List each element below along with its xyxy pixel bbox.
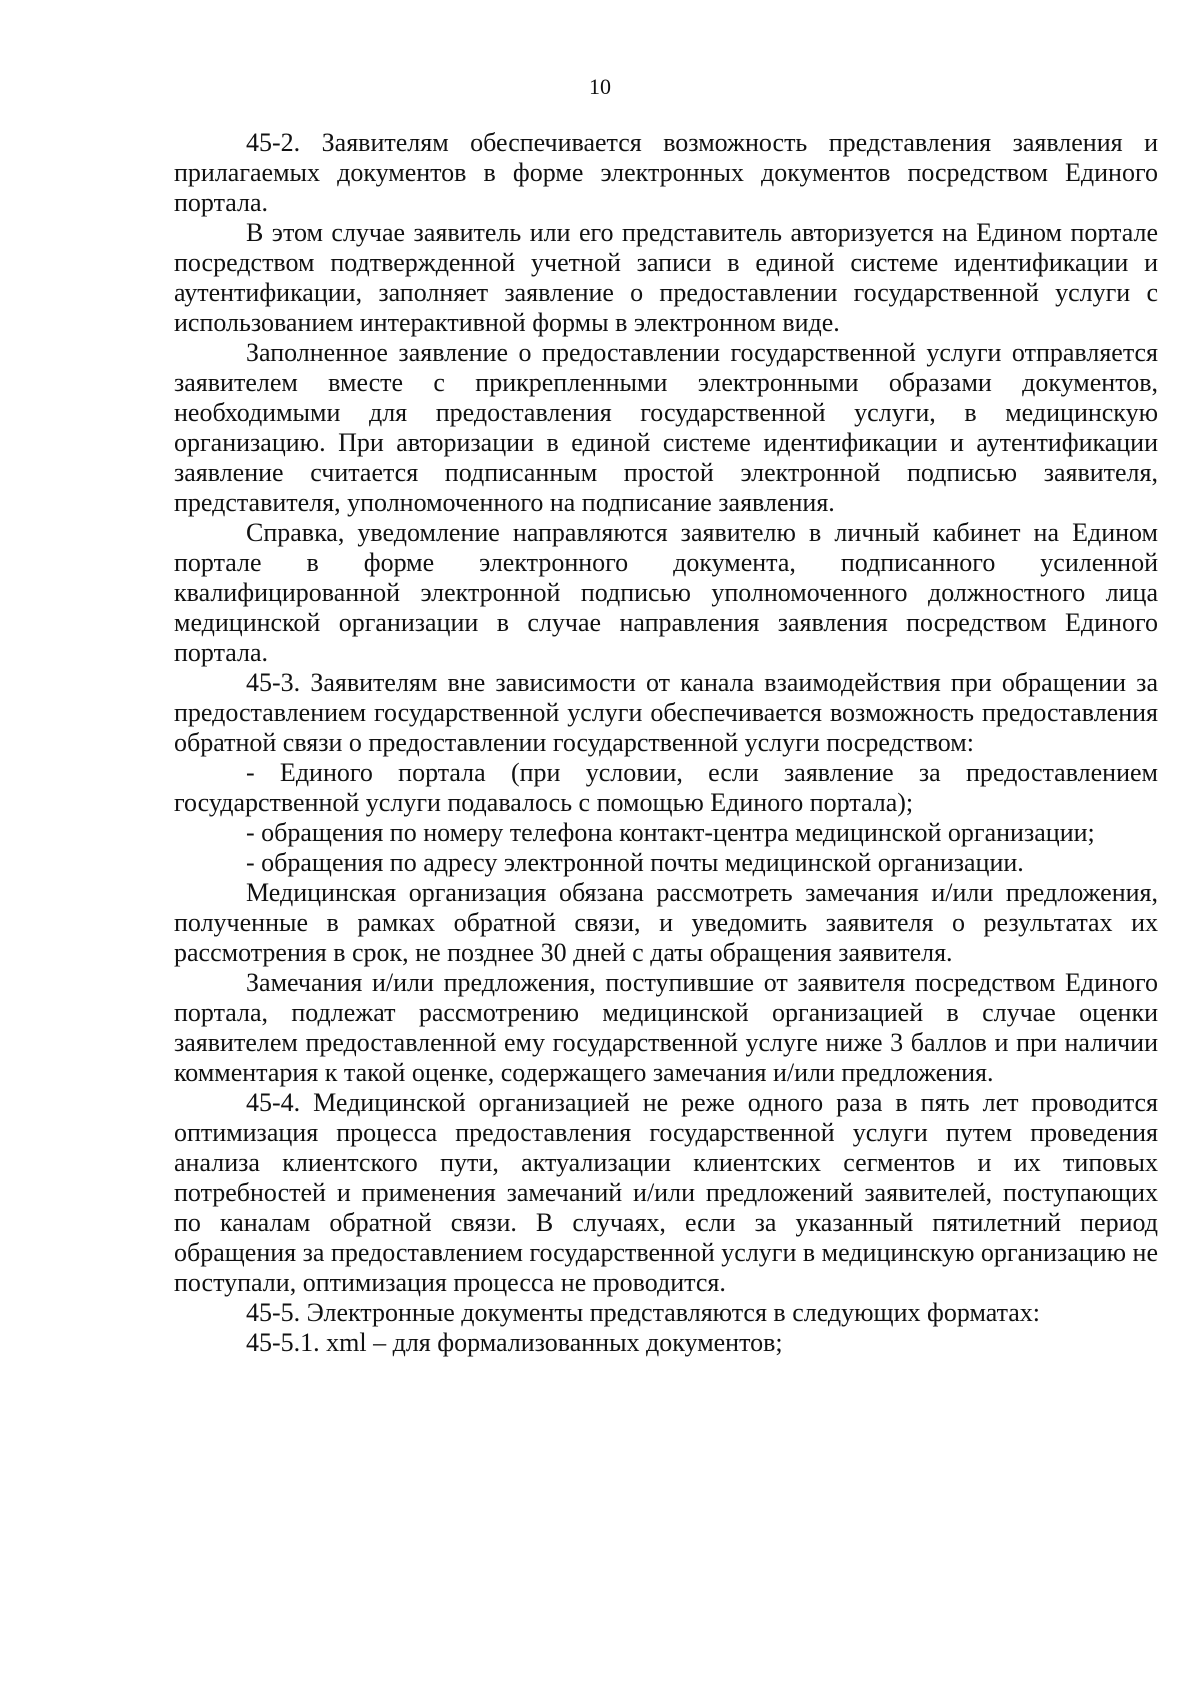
paragraph-authorization: В этом случае заявитель или его представитель авторизуется на Едином портале посредством подтвержденной учетной записи в единой системе идентификации и аутентификации, заполняет заявление о предоставлении государственной услуги с использованием интерактивной формы в электронном виде.: [174, 218, 1158, 337]
paragraph-portal-remarks: Замечания и/или предложения, поступившие от заявителя посредством Единого портала, подлежат рассмотрению медицинской организацией в случае оценки заявителем предоставленной ему государственной услуге ниже 3 баллов и при наличии комментария к такой оценке, содержащего замечания и/или предложения.: [174, 968, 1158, 1087]
document-body: [174, 128, 1158, 1358]
paragraph-45-4: 45-4. Медицинской организацией не реже одного раза в пять лет проводится оптимизация процесса предоставления государственной услуги путем проведения анализа клиентского пути, актуализации клиентских сегментов и их типовых потребностей и применения замечаний и/или предложений заявителей, поступающих по каналам обратной связи. В случаях, если за указанный пятилетний период обращения за предоставлением государственной услуги в медицинскую организацию не поступали, оптимизация процесса не проводится.: [174, 1088, 1158, 1297]
list-item-phone: - обращения по номеру телефона контакт-центра медицинской организации;: [246, 818, 1095, 847]
paragraph-review-obligation: Медицинская организация обязана рассмотреть замечания и/или предложения, полученные в рамках обратной связи, и уведомить заявителя о результатах их рассмотрения в срок, не позднее 30 дней с даты обращения заявителя.: [174, 878, 1158, 967]
list-item-email: - обращения по адресу электронной почты медицинской организации.: [246, 848, 1024, 877]
list-item-unified-portal: - Единого портала (при условии, если заявление за предоставлением государственной услуги подавалось с помощью Единого портала);: [174, 758, 1158, 817]
paragraph-45-5: 45-5. Электронные документы представляются в следующих форматах:: [246, 1298, 1041, 1327]
paragraph-certificate-notice: Справка, уведомление направляются заявителю в личный кабинет на Едином портале в форме электронного документа, подписанного усиленной квалифицированной электронной подписью уполномоченного должностного лица медицинской организации в случае направления заявления посредством Единого портала.: [174, 518, 1158, 667]
page-number: 10: [589, 74, 611, 99]
paragraph-45-3: 45-3. Заявителям вне зависимости от канала взаимодействия при обращении за предоставлением государственной услуги обеспечивается возможность предоставления обратной связи о предоставлении государственной услуги посредством:: [174, 668, 1158, 757]
paragraph-45-2: 45-2. Заявителям обеспечивается возможность представления заявления и прилагаемых документов в форме электронных документов посредством Единого портала.: [174, 128, 1158, 217]
paragraph-submitted-application: Заполненное заявление о предоставлении государственной услуги отправляется заявителем вместе с прикрепленными электронными образами документов, необходимыми для предоставления государственной услуги, в медицинскую организацию. При авторизации в единой системе идентификации и аутентификации заявление считается подписанным простой электронной подписью заявителя, представителя, уполномоченного на подписание заявления.: [174, 338, 1158, 517]
paragraph-45-5-1: 45-5.1. xml – для формализованных документов;: [246, 1328, 783, 1357]
